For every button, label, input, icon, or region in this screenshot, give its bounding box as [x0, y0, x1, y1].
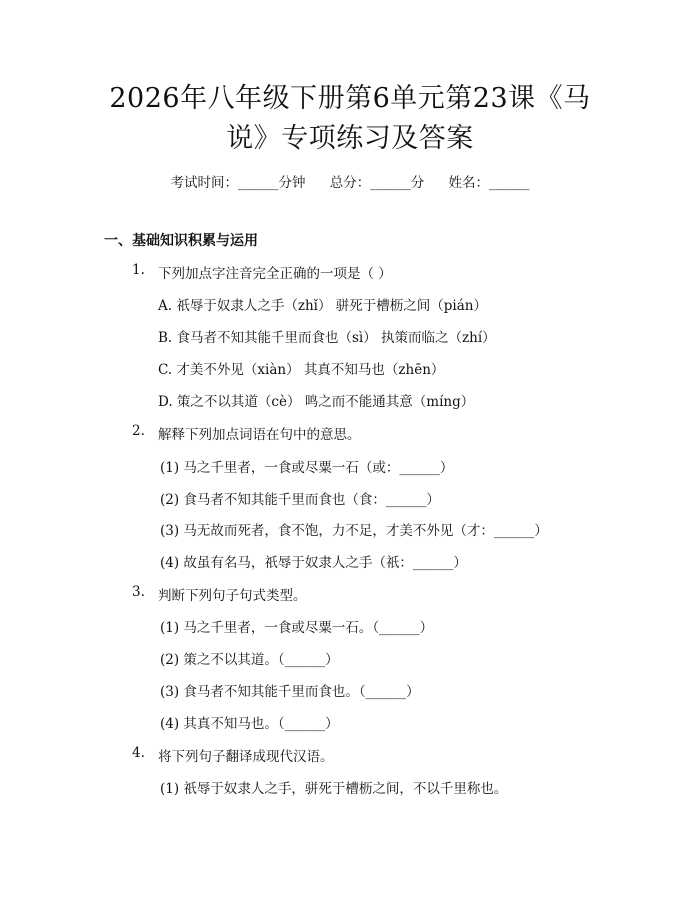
question-stem: 将下列句子翻译成现代汉语。: [158, 749, 334, 765]
question-stem: 解释下列加点词语在句中的意思。: [158, 427, 361, 443]
sub-question: (2) 策之不以其道。（______）: [160, 652, 339, 668]
sub-question: (3) 食马者不知其能千里而食也。（______）: [160, 684, 420, 700]
question-number: 3.: [132, 584, 145, 600]
question-stem: 判断下列句子句式类型。: [158, 588, 307, 604]
sub-question: (1) 马之千里者，一食或尽粟一石。（______）: [160, 620, 434, 636]
question-number: 2.: [132, 423, 145, 439]
page-title-line-1: 2026年八年级下册第6单元第23课《马: [109, 83, 591, 114]
student-name-field: 姓名：______: [448, 175, 530, 191]
page-title-line-2: 说》专项练习及答案: [226, 123, 474, 154]
sub-question: (4) 故虽有名马，祇辱于奴隶人之手（祇：______）: [160, 555, 467, 571]
sub-question: (1) 祇辱于奴隶人之手，骈死于槽枥之间，不以千里称也。: [160, 781, 508, 797]
section-heading: 一、基础知识积累与运用: [104, 233, 258, 249]
option-a: A. 祇辱于奴隶人之手（zhǐ） 骈死于槽枥之间（pián）: [158, 298, 487, 314]
option-c: C. 才美不外见（xiàn） 其真不知马也（zhēn）: [158, 362, 445, 378]
sub-question: (2) 食马者不知其能千里而食也（食：______）: [160, 492, 440, 508]
exam-meta: [0, 171, 700, 191]
option-d: D. 策之不以其道（cè） 鸣之而不能通其意（míng）: [158, 394, 475, 410]
question-stem: 下列加点字注音完全正确的一项是（ ）: [158, 266, 392, 282]
sub-question: (3) 马无故而死者，食不饱，力不足，才美不外见（才：______）: [160, 523, 548, 539]
exam-time-field: 考试时间：______分钟: [170, 175, 306, 191]
question-number: 4.: [132, 745, 145, 761]
total-score-field: 总分：______分: [329, 175, 425, 191]
option-b: B. 食马者不知其能千里而食也（sì） 执策而临之（zhí）: [158, 330, 496, 346]
sub-question: (4) 其真不知马也。（______）: [160, 716, 339, 732]
question-number: 1.: [132, 262, 145, 278]
sub-question: (1) 马之千里者，一食或尽粟一石（或：______）: [160, 460, 454, 476]
